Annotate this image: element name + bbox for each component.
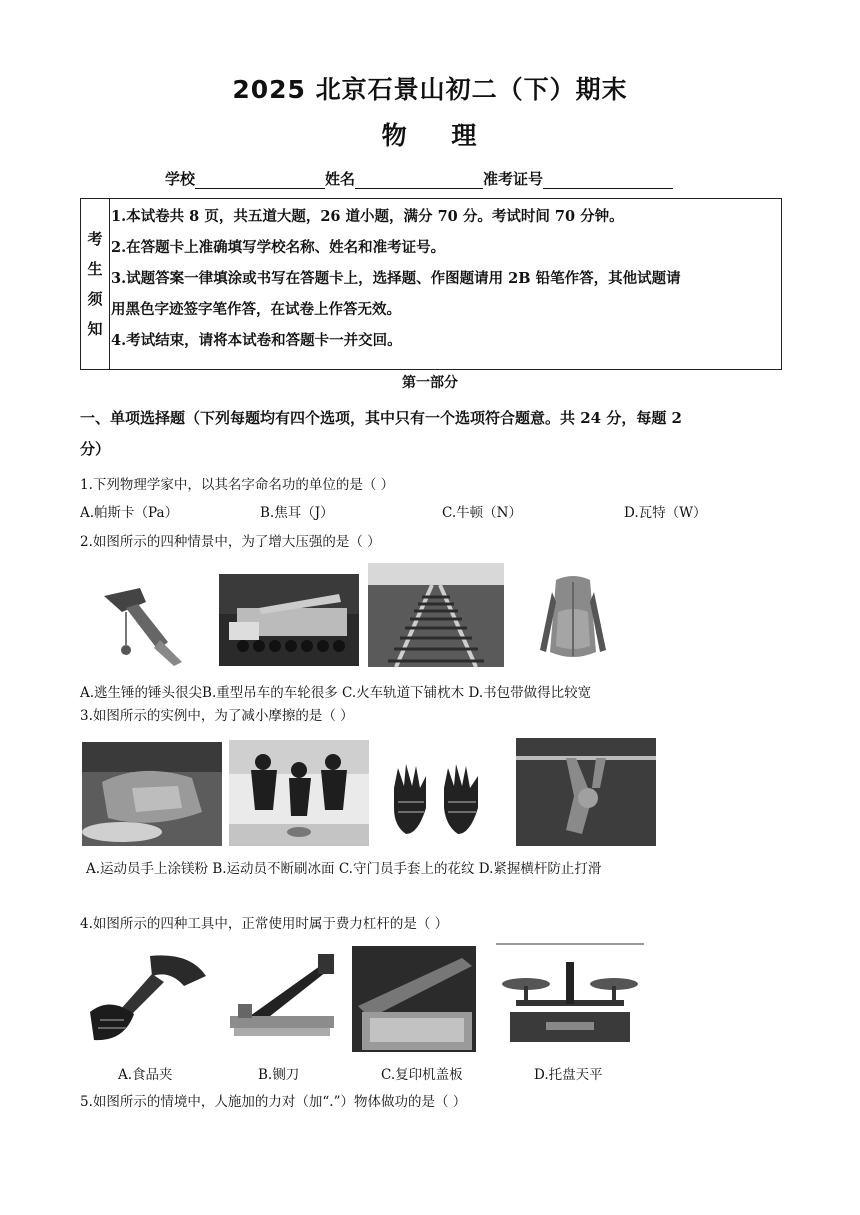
subject-title: 物 理 (381, 121, 479, 150)
q4-caption-b: B.铡刀 (258, 1067, 300, 1083)
balance-scale-image (496, 942, 644, 1052)
gymnast-chalk-image (82, 742, 222, 846)
part-title: 第一部分 (402, 375, 458, 391)
goalkeeper-gloves-image (388, 758, 484, 846)
question-5-stem: 5.如图所示的情境中，人施加的力对（加“.”）物体做功的是（ ） (80, 1094, 467, 1110)
section-heading-line: 分） (80, 440, 111, 458)
high-bar-grip-image (516, 738, 656, 846)
exam-notice-box (80, 198, 782, 370)
question-2-stem: 2.如图所示的四种情景中，为了增大压强的是（ ） (80, 534, 381, 550)
name-blank (355, 172, 483, 189)
curling-sweep-image (229, 740, 369, 846)
chaff-cutter-image (220, 946, 344, 1050)
notice-side-char: 生 (87, 260, 103, 278)
name-label: 姓名 (325, 170, 356, 188)
notice-line: 2.在答题卡上准确填写学校名称、姓名和准考证号。 (111, 239, 446, 256)
q1-option-a: A.帕斯卡（Pa） (80, 505, 179, 521)
notice-line: 3.试题答案一律填涂或书写在答题卡上，选择题、作图题请用 2B 铅笔作答，其他试题请 (111, 270, 681, 287)
q4-caption-d: D.托盘天平 (534, 1067, 603, 1083)
notice-line: 1.本试卷共 8 页，共五道大题，26 道小题，满分 70 分。考试时间 70 分钟。 (111, 208, 624, 225)
notice-side-label (81, 199, 110, 369)
heavy-crane-image (219, 574, 359, 666)
notice-body (111, 201, 777, 356)
notice-side-char: 知 (87, 320, 103, 338)
escape-hammer-image (82, 578, 202, 670)
q1-option-d: D.瓦特（W） (624, 505, 707, 521)
student-info-line (165, 168, 673, 189)
q4-caption-c: C.复印机盖板 (381, 1067, 463, 1083)
food-tongs-image (80, 946, 216, 1050)
school-blank (195, 172, 325, 189)
section-heading (80, 403, 780, 465)
q1-option-b: B.焦耳（J） (260, 505, 334, 521)
question-3-stem: 3.如图所示的实例中，为了减小摩擦的是（ ） (80, 708, 354, 724)
question-4-stem: 4.如图所示的四种工具中，正常使用时属于费力杠杆的是（ ） (80, 916, 449, 932)
id-blank (543, 172, 673, 189)
notice-side-char: 考 (87, 230, 103, 248)
q2-image-captions: A.逃生锤的锤头很尖B.重型吊车的车轮很多 C.火车轨道下铺枕木 D.书包带做得比较宽 (80, 685, 592, 701)
copier-lid-image (352, 946, 476, 1052)
railway-track-image (368, 563, 504, 667)
notice-line: 4.考试结束，请将本试卷和答题卡一并交回。 (111, 332, 402, 349)
id-label: 准考证号 (483, 170, 544, 188)
notice-side-char: 须 (87, 290, 103, 308)
q1-option-c: C.牛顿（N） (442, 505, 522, 521)
q4-caption-a: A.食品夹 (118, 1067, 173, 1083)
notice-line: 用黑色字迹签字笔作答，在试卷上作答无效。 (111, 301, 401, 318)
backpack-image (526, 572, 620, 668)
school-label: 学校 (165, 170, 196, 188)
section-heading-line: 一、单项选择题（下列每题均有四个选项，其中只有一个选项符合题意。共 24 分，每题 2 (80, 409, 682, 427)
exam-title: 2025 北京石景山初二（下）期末 (232, 75, 628, 104)
q3-image-captions: A.运动员手上涂镁粉 B.运动员不断刷冰面 C.守门员手套上的花纹 D.紧握横杆防止打滑 (86, 861, 602, 877)
question-1-stem: 1.下列物理学家中，以其名字命名功的单位的是（ ） (80, 477, 395, 493)
